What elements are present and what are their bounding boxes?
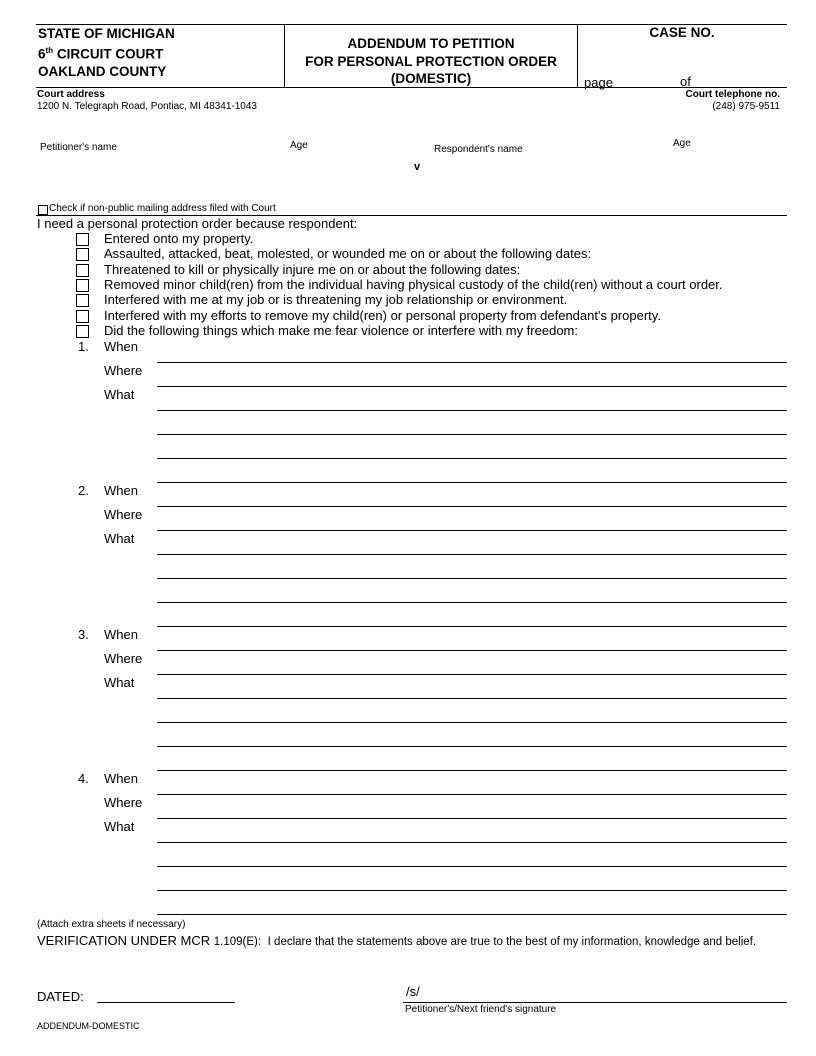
incident-where-label-1: Where: [104, 363, 143, 378]
incident-what-label-4: What: [104, 819, 135, 834]
incident-what-label-3: What: [104, 675, 135, 690]
incident-what-line-1c[interactable]: [157, 458, 787, 459]
incident-when-label-3: When: [104, 627, 138, 642]
incident-where-label-4: Where: [104, 795, 143, 810]
reasons-intro: I need a personal protection order because respondent:: [37, 216, 358, 231]
incident-where-label-2: Where: [104, 507, 143, 522]
incident-where-line-3[interactable]: [157, 674, 787, 675]
incident-where-line-4[interactable]: [157, 818, 787, 819]
court-phone: (248) 975-9511: [712, 101, 780, 112]
petitioner-name-label: Petitioner's name: [40, 142, 117, 153]
verification-statement: [37, 933, 756, 948]
court-header: [38, 25, 175, 80]
verification-text: I declare that the statements above are true to the best of my information, knowledge and belief.: [267, 936, 757, 948]
reason-checkbox-1[interactable]: [76, 233, 89, 246]
reason-checkbox-5[interactable]: [76, 294, 89, 307]
header-divider-2: [577, 24, 578, 87]
court-address-label: Court address: [37, 89, 105, 100]
court-address: 1200 N. Telegraph Road, Pontiac, MI 48341-1043: [37, 101, 257, 112]
verification-title: VERIFICATION UNDER MCR: [37, 933, 211, 948]
incident-where-label-3: Where: [104, 651, 143, 666]
reason-checkbox-3[interactable]: [76, 264, 89, 277]
incident-what-line-4a[interactable]: [157, 842, 787, 843]
case-no-label: CASE NO.: [649, 25, 715, 40]
page-label: page: [584, 75, 613, 90]
reason-label-6: Interfered with my efforts to remove my child(ren) or personal property from defendant's property.: [104, 308, 661, 323]
reason-label-7: Did the following things which make me fear violence or interfere with my freedom:: [104, 323, 578, 338]
incident-when-line-1[interactable]: [157, 362, 787, 363]
incident-when-label-4: When: [104, 771, 138, 786]
incident-number-2: 2.: [78, 483, 89, 498]
court-phone-label: Court telephone no.: [685, 89, 780, 100]
incident-what-line-1a[interactable]: [157, 410, 787, 411]
incident-when-label-1: When: [104, 339, 138, 354]
incident-what-line-1b[interactable]: [157, 434, 787, 435]
incident-what-label-2: What: [104, 531, 135, 546]
county-name: OAKLAND COUNTY: [38, 63, 167, 79]
incident-what-line-4b[interactable]: [157, 866, 787, 867]
dated-label: DATED:: [37, 989, 84, 1004]
respondent-name-label: Respondent's name: [434, 144, 523, 155]
incident-where-line-1[interactable]: [157, 386, 787, 387]
incident-number-1: 1.: [78, 339, 89, 354]
incident-what-line-2c[interactable]: [157, 602, 787, 603]
verification-rule: 1.109(E):: [213, 936, 262, 948]
signature-line[interactable]: [403, 1002, 787, 1003]
reason-checkbox-6[interactable]: [76, 310, 89, 323]
nonpublic-address-label: Check if non-public mailing address filed with Court: [49, 203, 276, 214]
reason-label-3: Threatened to kill or physically injure me on or about the following dates:: [104, 262, 521, 277]
incident-number-3: 3.: [78, 627, 89, 642]
incident-what-line-3c[interactable]: [157, 746, 787, 747]
signature-value: /s/: [406, 984, 420, 999]
state-name: STATE OF MICHIGAN: [38, 26, 175, 41]
incident-what-line-2a[interactable]: [157, 554, 787, 555]
nonpublic-address-checkbox[interactable]: [38, 205, 48, 215]
reason-checkbox-2[interactable]: [76, 248, 89, 261]
incident-what-line-2b[interactable]: [157, 578, 787, 579]
reason-label-4: Removed minor child(ren) from the individual having physical custody of the child(ren) without a court order.: [104, 277, 723, 292]
reason-label-2: Assaulted, attacked, beat, molested, or wounded me on or about the following dates:: [104, 246, 592, 261]
dated-line[interactable]: [97, 1002, 235, 1003]
incident-when-line-4[interactable]: [157, 794, 787, 795]
page-of-label: of: [680, 74, 691, 89]
signature-label: Petitioner's/Next friend's signature: [405, 1004, 557, 1015]
reason-label-1: Entered onto my property.: [104, 231, 254, 246]
incident-what-line-4d[interactable]: [157, 914, 787, 915]
incident-what-line-3a[interactable]: [157, 698, 787, 699]
incident-when-label-2: When: [104, 483, 138, 498]
form-title: ADDENDUM TO PETITION FOR PERSONAL PROTECTION ORDER (DOMESTIC): [305, 36, 557, 86]
incident-when-line-3[interactable]: [157, 650, 787, 651]
incident-what-line-3b[interactable]: [157, 722, 787, 723]
respondent-age-label: Age: [673, 138, 691, 149]
circuit-court: 6th CIRCUIT COURT: [38, 46, 164, 62]
reason-label-5: Interfered with me at my job or is threatening my job relationship or environment.: [104, 292, 568, 307]
incident-number-4: 4.: [78, 771, 89, 786]
incident-what-line-4c[interactable]: [157, 890, 787, 891]
reason-checkbox-4[interactable]: [76, 279, 89, 292]
incident-what-line-1d[interactable]: [157, 482, 787, 483]
versus-label: v: [414, 161, 421, 173]
incident-when-line-2[interactable]: [157, 506, 787, 507]
incident-what-line-3d[interactable]: [157, 770, 787, 771]
incident-where-line-2[interactable]: [157, 530, 787, 531]
form-id: ADDENDUM-DOMESTIC: [37, 1021, 140, 1031]
attach-note: (Attach extra sheets if necessary): [37, 919, 186, 930]
reason-checkbox-7[interactable]: [76, 325, 89, 338]
incident-what-label-1: What: [104, 387, 135, 402]
incident-what-line-2d[interactable]: [157, 626, 787, 627]
petitioner-age-label: Age: [290, 140, 308, 151]
